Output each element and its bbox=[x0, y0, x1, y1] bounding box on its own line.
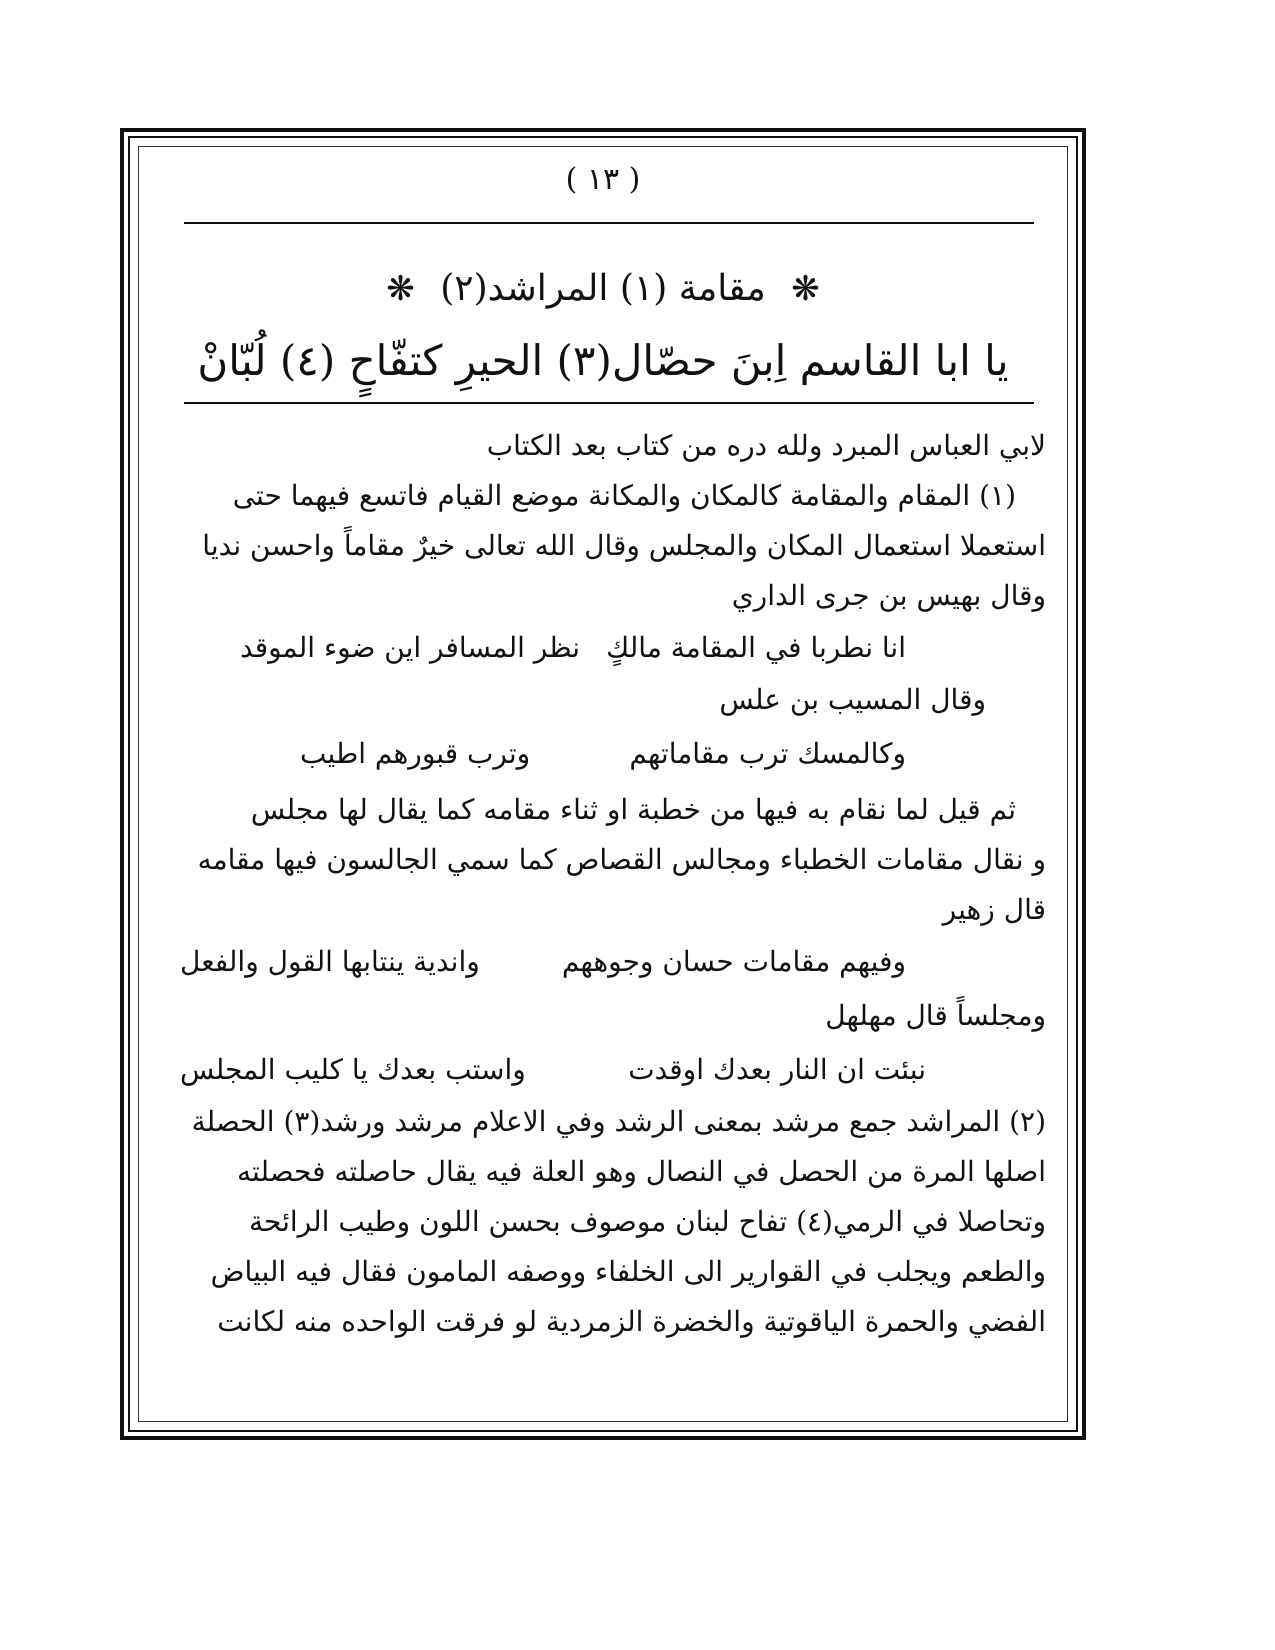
footnote-line: وتحاصلا في الرمي(٤) تفاح لبنان موصوف بحسن اللون وطيب الرائحة bbox=[249, 1205, 1046, 1238]
poem-hemistich: وترب قبورهم اطيب bbox=[300, 737, 531, 770]
header-rule bbox=[184, 222, 1034, 224]
commentary-line: (١) المقام والمقامة كالمكان والمكانة موضع القيام فاتسع فيهما حتى bbox=[232, 479, 1016, 512]
commentary-line: ثم قيل لما نقام به فيها من خطبة او ثناء مقامه كما يقال لها مجلس bbox=[250, 793, 1016, 826]
commentary-line: لابي العباس المبرد ولله دره من كتاب بعد الكتاب bbox=[486, 429, 1046, 462]
maqama-title-line bbox=[160, 268, 1046, 309]
poem-hemistich: واستب بعدك يا كليب المجلس bbox=[180, 1053, 526, 1086]
commentary-line: وقال بهيس بن جرى الداري bbox=[731, 579, 1046, 612]
poem-hemistich: نبئت ان النار بعدك اوقدت bbox=[628, 1053, 926, 1086]
commentary-line: استعملا استعمال المكان والمجلس وقال الله تعالى خيرٌ مقاماً واحسن نديا bbox=[202, 529, 1046, 562]
opening-verse: يا ابا القاسم اِبنَ حصّال(٣) الحيرِ كتفّاحٍ (٤) لُبّانْ bbox=[197, 336, 1009, 385]
poem-hemistich: انا نطربا في المقامة مالكٍ bbox=[606, 631, 906, 664]
footnote-line: (٢) المراشد جمع مرشد بمعنى الرشد وفي الاعلام مرشد ورشد(٣) الحصلة bbox=[191, 1105, 1046, 1138]
ornament-icon: ❋ bbox=[386, 269, 415, 309]
commentary-line: و نقال مقامات الخطباء ومجالس القصاص كما سمي الجالسون فيها مقامه bbox=[197, 843, 1046, 876]
poem-hemistich: واندية ينتابها القول والفعل bbox=[180, 945, 480, 978]
footnote-line: اصلها المرة من الحصل في النصال وهو العلة فيه يقال حاصلته فحصلته bbox=[237, 1155, 1046, 1188]
poem-hemistich: وفيهم مقامات حسان وجوههم bbox=[561, 945, 906, 978]
page-content bbox=[160, 150, 1046, 1410]
poem-hemistich: وكالمسك ترب مقاماتهم bbox=[629, 737, 906, 770]
section-rule bbox=[184, 402, 1034, 404]
footnote-line: الفضي والحمرة الياقوتية والخضرة الزمردية لو فرقت الواحده منه لكانت bbox=[217, 1305, 1046, 1338]
maqama-title: مقامة (١) المراشد(٢) bbox=[440, 268, 766, 309]
commentary-line: ومجلساً قال مهلهل bbox=[825, 999, 1046, 1032]
footnote-line: والطعم ويجلب في القوارير الى الخلفاء ووصفه المامون فقال فيه البياض bbox=[210, 1255, 1046, 1288]
ornament-icon: ❋ bbox=[791, 269, 820, 309]
page-number: ( ١٣ ) bbox=[565, 162, 641, 197]
commentary-line: وقال المسيب بن علس bbox=[719, 683, 986, 716]
poem-hemistich: نظر المسافر اين ضوء الموقد bbox=[240, 631, 580, 664]
commentary-line: قال زهير bbox=[942, 893, 1046, 926]
